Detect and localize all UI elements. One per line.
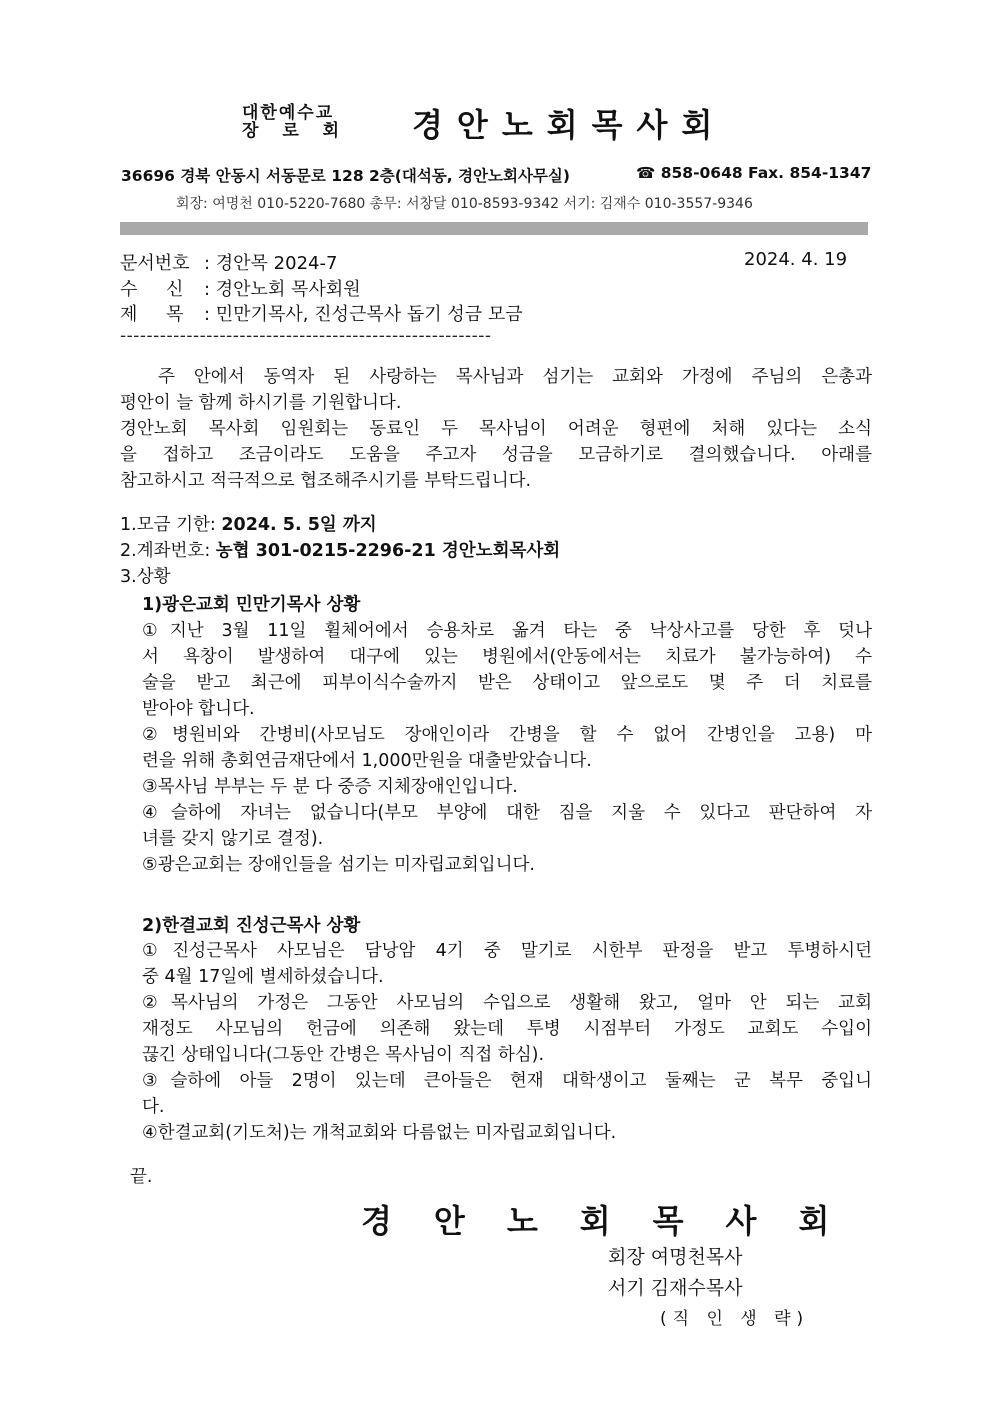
account-label: 2.계좌번호:: [120, 541, 216, 561]
section2-title: 2)한결교회 진성근목사 상황: [142, 916, 361, 936]
section2-line: 중 4월 17일에 별세하셨습니다.: [142, 967, 384, 987]
recipient-label: 수 신: [120, 279, 184, 300]
section1-title: 1)광은교회 민만기목사 상황: [142, 595, 361, 615]
doc-number: [120, 249, 337, 275]
phone-fax-text: 858-0648 Fax. 854-1347: [660, 164, 872, 182]
seal-omitted-note: (직 인 생 략): [660, 1309, 810, 1329]
section1-line: 련을 위해 총회연금재단에서 1,000만원을 대출받았습니다.: [142, 751, 592, 771]
signature-president: 회장 여명천목사: [608, 1246, 743, 1268]
signature-org: 경안노회목사회: [361, 1202, 872, 1240]
section1-line: ⑤광은교회는 장애인들을 섬기는 미자립교회입니다.: [142, 855, 535, 875]
section2-body: [142, 938, 872, 1146]
intro-line: 참고하시고 적극적으로 협조해주시기를 부탁드립니다.: [120, 471, 532, 491]
telephone-icon: ☎: [636, 164, 656, 182]
dashed-divider: --------------------------------------------------------: [120, 326, 492, 346]
section2-line: ①진성근목사 사모님은 담낭암 4기 중 말기로 시한부 판정을 받고 투병하시던: [142, 941, 872, 961]
section1-body: [142, 618, 872, 878]
section1-line: 술을 받고 최근에 피부이식수술까지 받은 상태이고 앞으로도 몇 주 더 치료를: [142, 673, 872, 693]
intro-line: 평안이 늘 함께 하시기를 기원합니다.: [120, 393, 402, 413]
address: 36696 경북 안동시 서동문로 128 2층(대석동, 경안노회사무실): [121, 167, 570, 185]
doc-number-value: : 경안목 2024-7: [204, 253, 338, 274]
section1-line: ③목사님 부부는 두 분 다 중증 지체장애인입니다.: [142, 777, 518, 797]
account-item: [120, 538, 560, 564]
doc-date: 2024. 4. 19: [744, 249, 848, 270]
section2-line: ②목사님의 가정은 그동안 사모님의 수입으로 생활해 왔고, 얼마 안 되는 교회: [142, 993, 872, 1013]
header-divider-bar: [120, 222, 868, 235]
intro-line: 을 접하고 조금이라도 도움을 주고자 성금을 모금하기로 결의했습니다. 아래를: [120, 445, 872, 465]
section2-line: 재정도 사모님의 헌금에 의존해 왔는데 투병 시점부터 가정도 교회도 수입이: [142, 1019, 872, 1039]
section1-line: 녀를 갖지 않기로 결정).: [142, 829, 324, 849]
recipient: [120, 275, 361, 301]
intro-line: 경안노회 목사회 임원회는 동료인 두 목사님이 어려운 형편에 처해 있다는 소식: [120, 419, 872, 439]
section2-line: 끊긴 상태입니다(그동안 간병은 목사님이 직접 하심).: [142, 1045, 545, 1065]
subject-value: : 민만기목사, 진성근목사 돕기 성금 모금: [204, 304, 523, 325]
situation-label: 3.상황: [120, 567, 171, 587]
org-denomination-top: 대한예수교: [242, 103, 335, 123]
section1-line: 서 욕창이 발생하여 대구에 있는 병원에서(안동에서는 치료가 불가능하여) 수: [142, 647, 872, 667]
officer-contacts: 회장: 여명천 010-5220-7680 총무: 서창달 010-8593-9342 서기: 김재수 010-3557-9346: [176, 196, 753, 212]
org-denomination-bottom: 장 로 회: [242, 121, 349, 141]
closing-mark: 끝.: [130, 1167, 153, 1187]
section1-line: ②병원비와 간병비(사모님도 장애인이라 간병을 할 수 없어 간병인을 고용) 마: [142, 725, 872, 745]
section1-line: ①지난 3월 11일 휠체어에서 승용차로 옮겨 타는 중 낙상사고를 당한 후 덧나: [142, 621, 872, 641]
section1-line: 받아야 합니다.: [142, 699, 255, 719]
doc-number-label: 문서번호: [120, 253, 190, 274]
deadline-item: [120, 512, 377, 538]
signature-secretary: 서기 김재수목사: [608, 1277, 743, 1299]
deadline-value: 2024. 5. 5일 까지: [221, 515, 377, 535]
account-value: 농협 301-0215-2296-21 경안노회목사회: [215, 541, 561, 561]
subject-label: 제 목: [120, 304, 184, 325]
section2-line: ④한결교회(기도처)는 개척교회와 다름없는 미자립교회입니다.: [142, 1123, 617, 1143]
section1-line: ④슬하에 자녀는 없습니다(부모 부양에 대한 짐을 지울 수 있다고 판단하여 자: [142, 803, 872, 823]
section2-line: ③슬하에 아들 2명이 있는데 큰아들은 현재 대학생이고 둘째는 군 복무 중입니: [142, 1071, 872, 1091]
org-title: 경안노회목사회: [412, 106, 727, 144]
intro-paragraph: [120, 364, 872, 494]
section2-line: 다.: [142, 1097, 165, 1117]
deadline-label: 1.모금 기한:: [120, 515, 222, 535]
recipient-value: : 경안노회 목사회원: [204, 279, 361, 300]
intro-line: 주 안에서 동역자 된 사랑하는 목사님과 섬기는 교회와 가정에 주님의 은총과: [120, 367, 872, 387]
phone-fax: [636, 164, 871, 182]
subject: [120, 300, 523, 326]
